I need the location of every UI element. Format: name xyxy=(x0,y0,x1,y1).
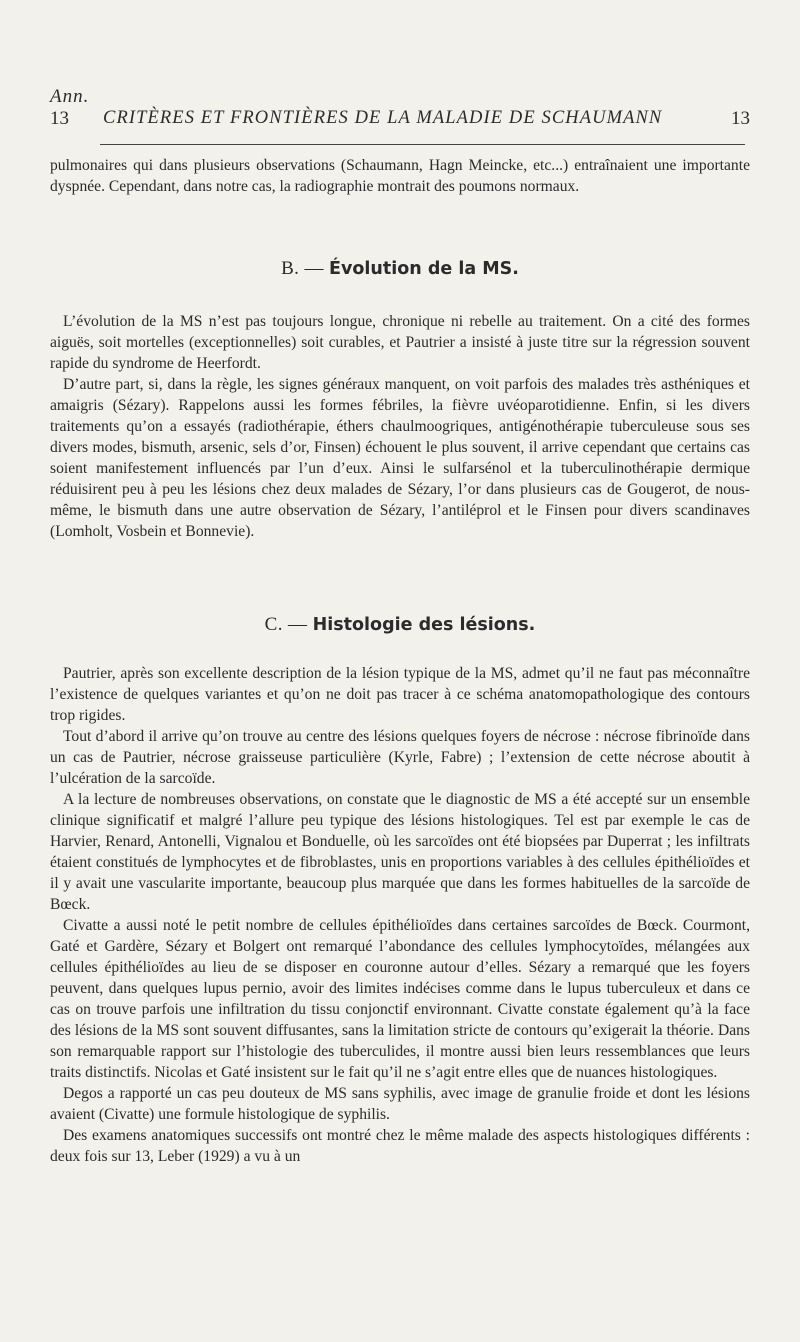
section-c-paragraph-3: A la lecture de nombreuses observations, on constate que le diagnostic de MS a été accepté sur un ensemble clinique significatif et malgré l’allure peu typique des lésions histologiques. Tel est par exemple le cas de Harvier, Renard, Antonelli, Vignalou et Bonduelle, où les sarcoïdes ont été biopsées par Duperrat ; les infiltrats étaient constitués de lymphocytes et de fibroblastes, unis en proportions variables à des cellules épithélioïdes et il y avait une vascularite importante, beaucoup plus marquée que dans les formes habituelles de la sarcoïde de Bœck. xyxy=(50,791,750,913)
running-header xyxy=(50,106,750,136)
section-c-paragraph-6: Des examens anatomiques successifs ont montré chez le même malade des aspects histologiques différents : deux fois sur 13, Leber (1929) a vu à un xyxy=(50,1127,750,1165)
section-b-paragraph-1: L’évolution de la MS n’est pas toujours longue, chronique ni rebelle au traitement. On a cité des formes aiguës, soit mortelles (exceptionnelles) soit curables, et Pautrier a insisté à juste titre sur la régression souvent rapide du syndrome de Heerfordt. xyxy=(50,313,750,372)
intro-text xyxy=(50,155,750,197)
intro-paragraph: pulmonaires qui dans plusieurs observations (Schaumann, Hagn Meincke, etc...) entraînaient une importante dyspnée. Cependant, dans notre cas, la radiographie montrait des poumons normaux. xyxy=(50,157,750,195)
section-b-heading xyxy=(0,258,800,280)
section-c-heading xyxy=(0,614,800,636)
header-rule xyxy=(100,144,745,145)
section-c-paragraph-4: Civatte a aussi noté le petit nombre de cellules épithélioïdes dans certaines sarcoïdes de Bœck. Courmont, Gaté et Gardère, Sézary et Bolgert ont remarqué l’abondance des cellules lymphocytoïdes, mélangées aux cellules épithélioïdes au lieu de se disposer en couronne autour d’elles. Sézary a remarqué que les foyers peuvent, dans quelques lupus pernio, avoir des limites indécises comme dans le lupus tuberculeux et dans ce cas on trouve parfois une infiltration du tissu conjonctif environnant. Civatte constate également qu’à la face des lésions de la MS sont souvent diffusantes, sans la limitation stricte de contours qu’exigerait la théorie. Dans son remarquable rapport sur l’histologie des tuberculides, il montre aussi bien leurs ressemblances que leurs traits distinctifs. Nicolas et Gaté insistent sur le fait qu’il ne s’agit entre elles que de nuances histologiques. xyxy=(50,917,750,1081)
page-number-left: 13 xyxy=(50,108,69,129)
section-c-letter: C. — xyxy=(264,614,308,635)
section-b-title: Évolution de la MS. xyxy=(329,259,519,279)
section-b-paragraph-2: D’autre part, si, dans la règle, les signes généraux manquent, on voit parfois des malades très asthéniques et amaigris (Sézary). Rappelons aussi les formes fébriles, la fièvre uvéoparotidienne. Enfin, si les divers traitements qu’on a essayés (radiothérapie, éthers chaulmoogriques, antigénothérapie tuberculeuse sous ses divers modes, bismuth, arsenic, sels d’or, Finsen) échouent le plus souvent, il arrive cependant que certains cas soient manifestement influencés par l’un d’eux. Ainsi le sulfarsénol et la tuberculinothérapie dermique réduisirent peu à peu les lésions chez deux malades de Sézary, l’or dans plusieurs cas de Gougerot, de nous-même, le bismuth dans une autre observation de Sézary, l’antiléprol et le Finsen pour divers scandinaves (Lomholt, Vosbein et Bonnevie). xyxy=(50,376,750,540)
section-c-paragraph-5: Degos a rapporté un cas peu douteux de MS sans syphilis, avec image de granulie froide et dont les lésions avaient (Civatte) une formule histologique de syphilis. xyxy=(50,1085,750,1123)
section-c-body xyxy=(50,663,750,1167)
section-b-body xyxy=(50,311,750,542)
section-c-paragraph-2: Tout d’abord il arrive qu’on trouve au centre des lésions quelques foyers de nécrose : nécrose fibrinoïde dans un cas de Pautrier, nécrose graisseuse particulière (Kyrle, Fabre) ; l’extension de cette nécrose aboutit à l’ulcération de la sarcoïde. xyxy=(50,728,750,787)
section-c-title: Histologie des lésions. xyxy=(312,615,536,635)
running-title: CRITÈRES ET FRONTIÈRES DE LA MALADIE DE SCHAUMANN xyxy=(103,108,663,128)
page-number-right: 13 xyxy=(731,108,750,129)
section-b-letter: B. — xyxy=(281,258,324,279)
journal-abbreviation: Ann. xyxy=(50,86,90,107)
section-c-paragraph-1: Pautrier, après son excellente description de la lésion typique de la MS, admet qu’il ne faut pas méconnaître l’existence de quelques variantes et qu’on ne doit pas tracer à ce schéma anatomopathologique des contours trop rigides. xyxy=(50,665,750,724)
